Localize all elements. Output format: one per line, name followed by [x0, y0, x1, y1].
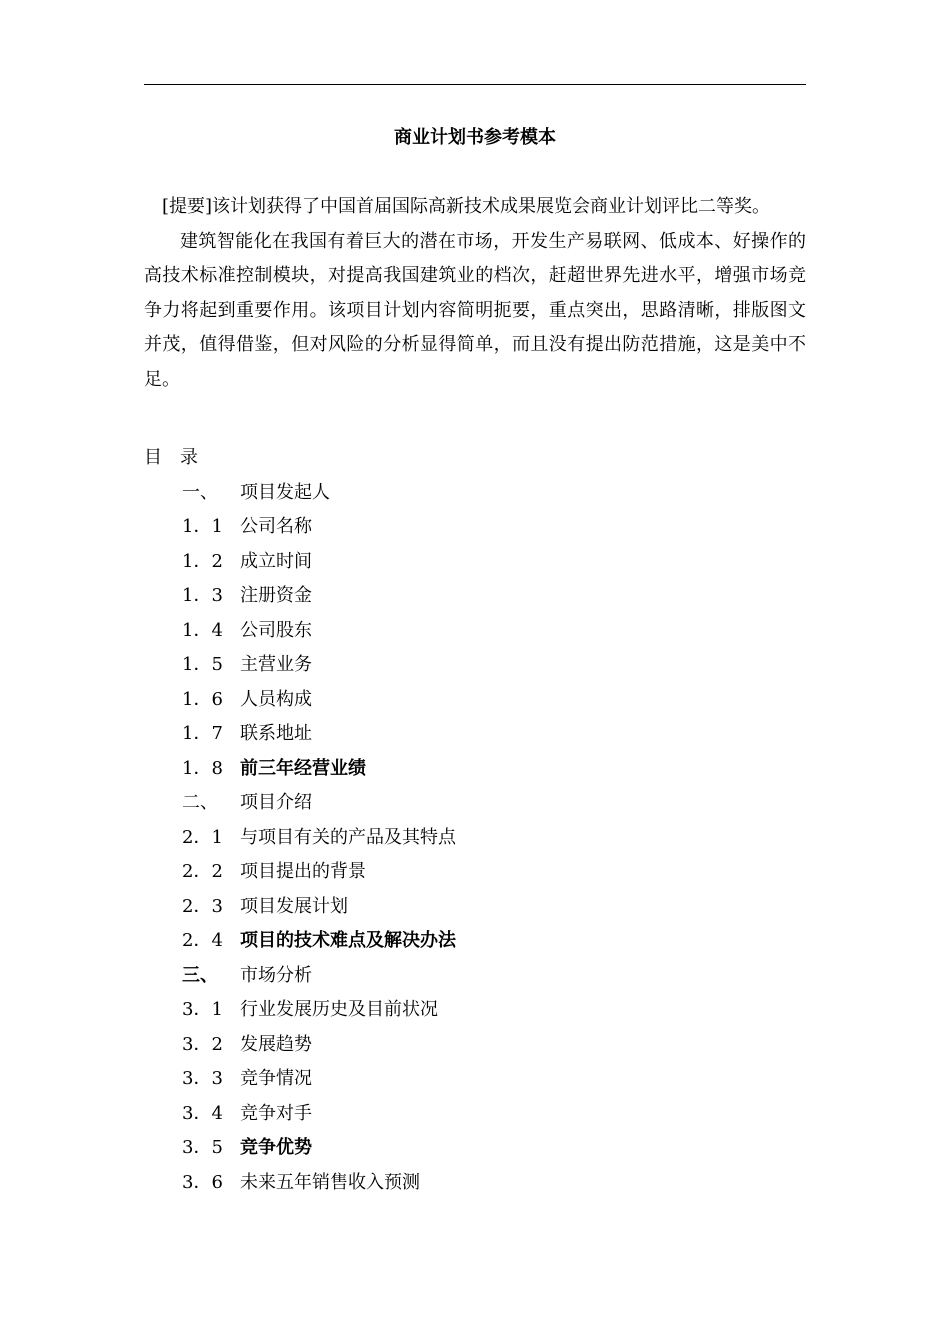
toc-item [144, 683, 806, 718]
toc-item-number: 1．2 [182, 550, 223, 572]
summary-section [144, 190, 806, 398]
toc-item [144, 890, 806, 925]
toc-item-number: 3．5 [182, 1137, 223, 1158]
toc-item-label: 项目提出的背景 [240, 861, 366, 882]
summary-award-line: [提要]该计划获得了中国首届国际高新技术成果展览会商业计划评比二等奖。 [162, 196, 771, 217]
toc-item [144, 993, 806, 1028]
toc-item-number: 3．2 [182, 1033, 223, 1055]
toc-item [144, 1131, 806, 1166]
toc-item-number: 1．6 [182, 688, 223, 710]
toc-item-number: 3．1 [182, 999, 223, 1020]
toc-item-number: 一、 [182, 481, 218, 503]
toc-item [144, 545, 806, 580]
toc-item-number: 三、 [182, 964, 218, 986]
toc-item-number: 1．3 [182, 585, 223, 606]
toc-item-label: 公司名称 [240, 516, 312, 537]
toc-item-number: 3．4 [182, 1102, 223, 1124]
header-rule [144, 84, 806, 85]
toc-item-label: 行业发展历史及目前状况 [240, 999, 438, 1020]
toc-item [144, 614, 806, 649]
toc-item-label: 项目发展计划 [240, 895, 348, 917]
toc-item-label: 联系地址 [240, 723, 312, 744]
toc-item-section-3 [144, 959, 806, 994]
toc-item-label: 公司股东 [240, 619, 312, 641]
toc-item-label: 发展趋势 [240, 1033, 312, 1055]
toc-item-section-2 [144, 786, 806, 821]
toc-item-label: 人员构成 [240, 688, 312, 710]
toc-heading: 目 录 [144, 447, 198, 468]
toc-item-label: 未来五年销售收入预测 [240, 1171, 420, 1193]
toc-item-number: 2．2 [182, 861, 223, 882]
toc-item-number: 2．3 [182, 895, 223, 917]
toc-item [144, 1028, 806, 1063]
toc-item [144, 1062, 806, 1097]
toc-item-label: 与项目有关的产品及其特点 [240, 826, 456, 848]
toc-item [144, 752, 806, 787]
toc-item-label: 注册资金 [240, 585, 312, 606]
toc-item-number: 1．8 [182, 757, 223, 779]
toc-item-number: 二、 [182, 792, 218, 813]
toc-item-number: 1．7 [182, 723, 223, 744]
toc-item-label: 前三年经营业绩 [240, 757, 366, 779]
document-title: 商业计划书参考模本 [394, 127, 556, 148]
toc-item-number: 3．3 [182, 1068, 223, 1089]
toc-item-label: 竞争优势 [240, 1137, 312, 1158]
toc-item-label: 项目介绍 [240, 792, 312, 813]
toc-item-number: 2．4 [182, 930, 223, 951]
toc-item-label: 主营业务 [240, 654, 312, 675]
toc-item-label: 项目的技术难点及解决办法 [240, 930, 456, 951]
toc-item-number: 3．6 [182, 1171, 223, 1193]
toc-item [144, 648, 806, 683]
toc-item-label: 竞争情况 [240, 1068, 312, 1089]
toc-item-label: 成立时间 [240, 550, 312, 572]
toc-item [144, 821, 806, 856]
toc-item [144, 510, 806, 545]
toc-item-section-1 [144, 476, 806, 511]
toc-item-number: 1．1 [182, 516, 223, 537]
toc-item [144, 924, 806, 959]
toc-item-number: 1．4 [182, 619, 223, 641]
toc-item-label: 市场分析 [240, 964, 312, 986]
toc-item [144, 855, 806, 890]
toc-item-number: 2．1 [182, 826, 223, 848]
toc-item [144, 717, 806, 752]
toc-item-number: 1．5 [182, 654, 223, 675]
toc-item-label: 竞争对手 [240, 1102, 312, 1124]
toc-item [144, 1097, 806, 1132]
toc-item [144, 1166, 806, 1201]
toc-item-label: 项目发起人 [240, 481, 330, 503]
table-of-contents [144, 441, 806, 1200]
summary-paragraph: 建筑智能化在我国有着巨大的潜在市场，开发生产易联网、低成本、好操作的高技术标准控制模块，对提高我国建筑业的档次，赶超世界先进水平，增强市场竞争力将起到重要作用。该项目计划内容简明扼要，重点突出，思路清晰，排版图文并茂，值得借鉴，但对风险的分析显得简单，而且没有提出防范措施，这是美中不足。 [144, 230, 806, 390]
toc-item [144, 579, 806, 614]
